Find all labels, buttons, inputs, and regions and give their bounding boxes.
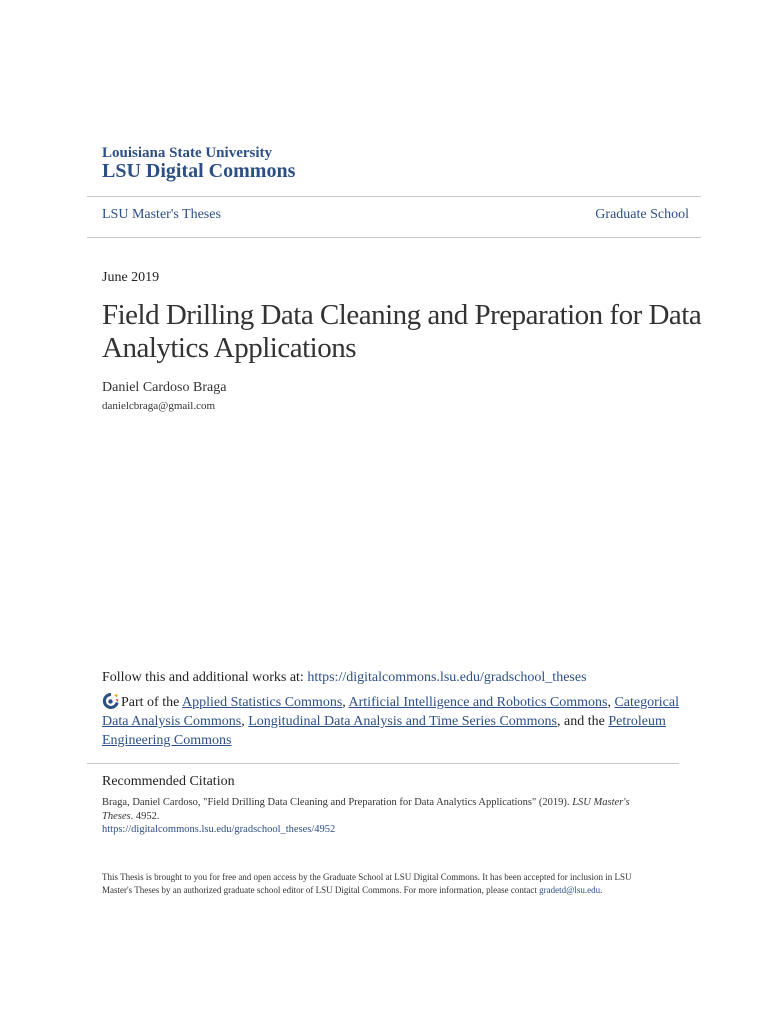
collection-link[interactable]: LSU Master's Theses <box>102 207 221 222</box>
divider <box>87 763 679 764</box>
divider <box>87 196 701 197</box>
follow-prefix: Follow this and additional works at: <box>102 670 308 685</box>
repository-link[interactable]: LSU Digital Commons <box>102 160 296 182</box>
author-email: danielcbraga@gmail.com <box>102 400 216 412</box>
commons-link[interactable]: Categorical Data Analysis Commons <box>102 695 679 729</box>
citation-text: Braga, Daniel Cardoso, "Field Drilling Data Cleaning and Preparation for Data Analytics Applications" (2019). LSU Master's Theses. 4952. https://digitalcommons.lsu.edu/gradschool_theses/4952 <box>102 797 630 835</box>
school-link[interactable]: Graduate School <box>595 207 689 222</box>
citation-heading: Recommended Citation <box>102 774 235 789</box>
commons-link[interactable]: Artificial Intelligence and Robotics Commons <box>348 695 608 710</box>
divider <box>87 237 701 238</box>
part-prefix: Part of the <box>121 695 183 710</box>
contact-email-link[interactable]: gradetd@lsu.edu <box>539 884 601 895</box>
commons-link[interactable]: Applied Statistics Commons <box>182 695 343 710</box>
publication-date: June 2019 <box>102 270 160 285</box>
collection-url-link[interactable]: https://digitalcommons.lsu.edu/gradschool_theses <box>307 670 587 685</box>
commons-link[interactable]: Longitudinal Data Analysis and Time Series Commons <box>248 714 558 729</box>
access-statement: This Thesis is brought to you for free and open access by the Graduate School at LSU Digital Commons. It has been accepted for inclusion in LSU Master's Theses by an authorized graduate school editor of LSU Digital Commons. For more information, please contact gradetd@lsu.edu. <box>102 872 632 895</box>
commons-link[interactable]: Petroleum Engineering Commons <box>102 714 666 748</box>
author-name: Daniel Cardoso Braga <box>102 380 227 395</box>
part-of-commons: Part of the Applied Statistics Commons, Artificial Intelligence and Robotics Commons, Categorical Data Analysis Commons, Longitudinal Data Analysis and Time Series Commons, and the Petroleum Engineering Commons <box>102 695 679 748</box>
institution-name: Louisiana State University <box>102 145 273 161</box>
follow-line <box>102 670 587 686</box>
thesis-title: Field Drilling Data Cleaning and Preparation for Data Analytics Applications <box>102 299 702 364</box>
citation-url-link[interactable]: https://digitalcommons.lsu.edu/gradschool_theses/4952 <box>102 824 336 835</box>
citation-journal: LSU Master's Theses <box>102 797 630 822</box>
open-access-icon <box>102 693 119 709</box>
